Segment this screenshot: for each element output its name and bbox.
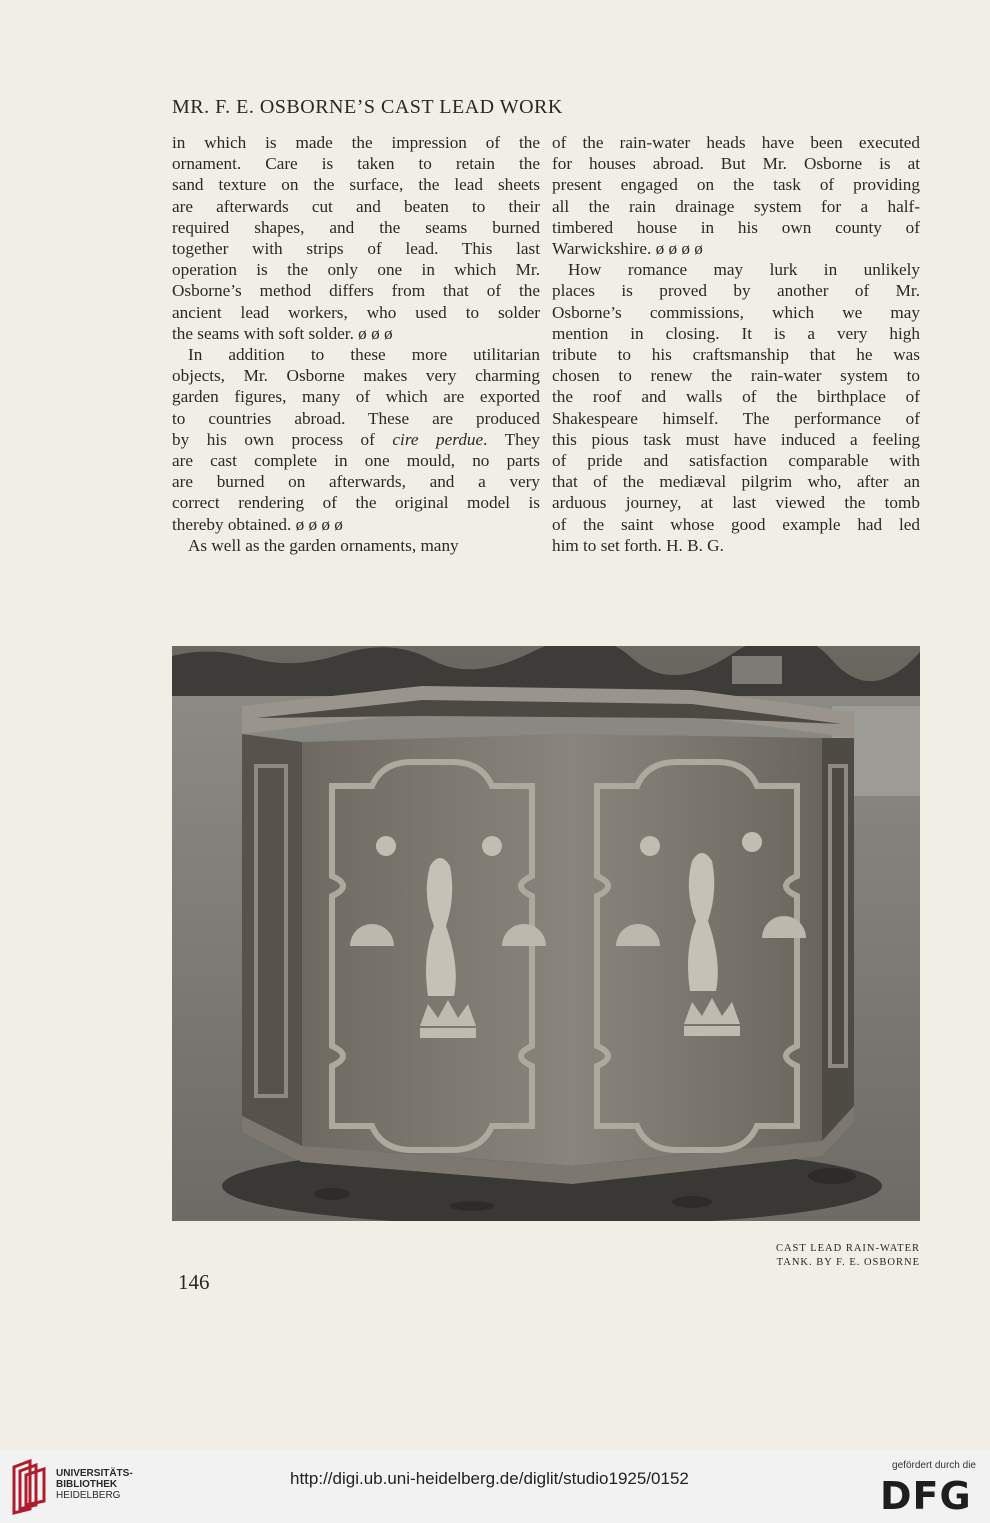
caption-line: TANK. BY F. E. OSBORNE bbox=[776, 1257, 920, 1268]
text-line: required shapes, and the seams burned bbox=[172, 217, 540, 237]
text-line: of the rain-water heads have been executed bbox=[552, 133, 920, 152]
text-line: all the rain drainage system for a half- bbox=[552, 196, 920, 216]
text-line: sand texture on the surface, the lead sheets bbox=[172, 175, 540, 195]
photo-caption bbox=[752, 1242, 920, 1270]
text-line: thereby obtained. ø ø ø ø bbox=[172, 514, 343, 534]
running-head: MR. F. E. OSBORNE’S CAST LEAD WORK bbox=[172, 96, 563, 118]
text-line: for houses abroad. But Mr. Osborne is at bbox=[552, 154, 920, 174]
text-line: that of the mediæval pilgrim who, after an bbox=[552, 472, 920, 492]
text-line: garden figures, many of which are exported bbox=[172, 387, 540, 407]
text-line: to countries abroad. These are produced bbox=[172, 408, 540, 428]
left-text-column bbox=[172, 132, 540, 556]
text-line: operation is the only one in which Mr. bbox=[172, 260, 540, 280]
text-line: places is proved by another of Mr. bbox=[552, 281, 920, 301]
text-line: arduous journey, at last viewed the tomb bbox=[552, 493, 920, 513]
text-line: the seams with soft solder. ø ø ø bbox=[172, 323, 393, 343]
text-line: are cast complete in one mould, no parts bbox=[172, 451, 540, 471]
text-line: this pious task must have induced a feeling bbox=[552, 429, 920, 449]
text-line: Osborne’s commissions, which we may bbox=[552, 302, 920, 322]
library-name bbox=[56, 1468, 133, 1501]
text-line: the roof and walls of the birthplace of bbox=[552, 387, 920, 407]
text-line: of pride and satisfaction comparable with bbox=[552, 451, 920, 471]
page-number: 146 bbox=[178, 1270, 210, 1294]
dfg-logo: DFG bbox=[880, 1474, 972, 1518]
library-logo-icon bbox=[10, 1459, 50, 1515]
text-line: mention in closing. It is a very high bbox=[552, 323, 920, 343]
permalink-url[interactable]: http://digi.ub.uni-heidelberg.de/diglit/studio1925/0152 bbox=[290, 1469, 689, 1488]
text-line: Shakespeare himself. The performance of bbox=[552, 408, 920, 428]
text-line: present engaged on the task of providing bbox=[552, 175, 920, 195]
lead-tank-photograph bbox=[172, 646, 920, 1221]
text-line: correct rendering of the original model is bbox=[172, 493, 540, 513]
text-line: timbered house in his own county of bbox=[552, 217, 920, 237]
caption-line: CAST LEAD RAIN-WATER bbox=[775, 1243, 920, 1254]
text-line: As well as the garden ornaments, many bbox=[188, 535, 459, 555]
text-line: together with strips of lead. This last bbox=[172, 239, 540, 259]
right-text-column bbox=[552, 132, 920, 556]
text-line: are afterwards cut and beaten to their bbox=[172, 196, 540, 216]
text-line: Osborne’s method differs from that of the bbox=[172, 281, 540, 301]
text-line: by his own process of cire perdue. They bbox=[172, 429, 540, 449]
text-line: How romance may lurk in unlikely bbox=[568, 260, 920, 280]
text-line: of the saint whose good example had led bbox=[552, 514, 920, 534]
library-name-line: BIBLIOTHEK bbox=[56, 1479, 118, 1490]
text-line: Warwickshire. ø ø ø ø bbox=[552, 239, 703, 259]
text-line: chosen to renew the rain-water system to bbox=[552, 366, 920, 386]
library-name-line: UNIVERSITÄTS- bbox=[56, 1468, 133, 1479]
library-name-line: HEIDELBERG bbox=[56, 1490, 121, 1501]
text-line: ancient lead workers, who used to solder bbox=[172, 302, 540, 322]
text-line: are burned on afterwards, and a very bbox=[172, 472, 540, 492]
text-line: ornament. Care is taken to retain the bbox=[172, 154, 540, 174]
text-line: him to set forth. H. B. G. bbox=[552, 535, 724, 555]
text-line: In addition to these more utilitarian bbox=[188, 345, 540, 365]
text-line: in which is made the impression of the bbox=[172, 133, 540, 152]
funded-by-label: gefördert durch die bbox=[892, 1460, 976, 1471]
text-line: objects, Mr. Osborne makes very charming bbox=[172, 366, 540, 386]
text-line: tribute to his craftsmanship that he was bbox=[552, 345, 920, 365]
